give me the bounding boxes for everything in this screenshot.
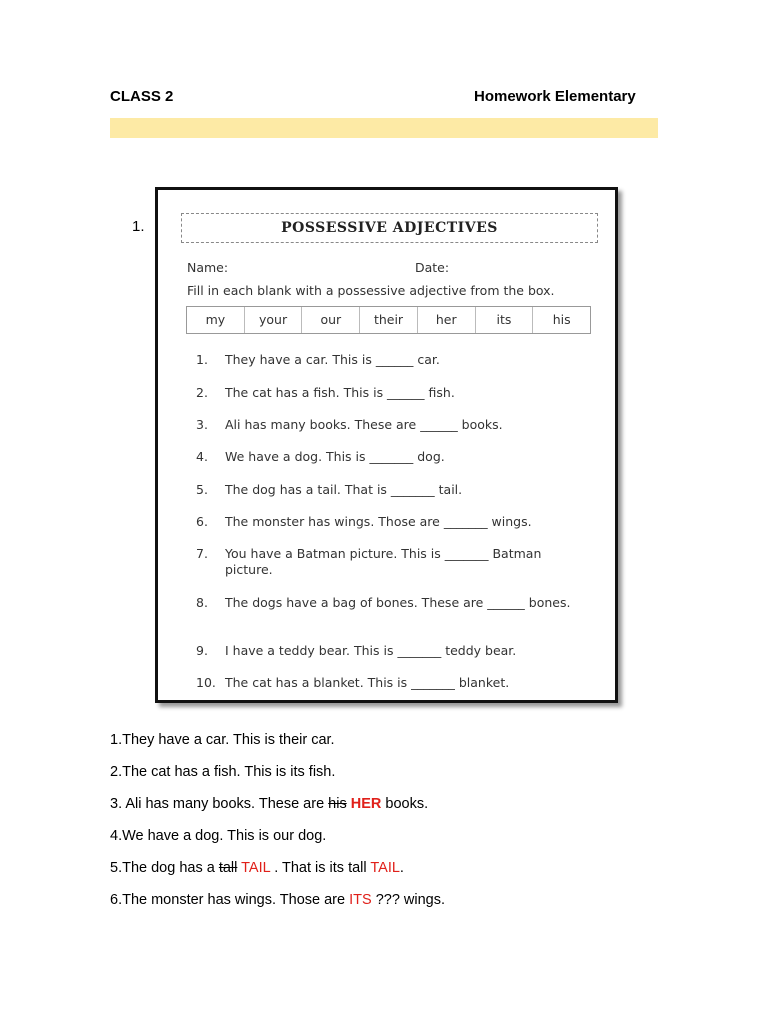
highlight-band bbox=[110, 118, 658, 138]
answer-line bbox=[110, 892, 445, 908]
exercise-text: I have a teddy bear. This is _______ teddy bear. bbox=[225, 643, 517, 658]
answer-line bbox=[110, 796, 428, 812]
exercise-text: You have a Batman picture. This is _______ Batman picture. bbox=[225, 546, 542, 577]
worksheet-instruction: Fill in each blank with a possessive adjective from the box. bbox=[187, 283, 555, 298]
exercise-text: Ali has many books. These are ______ books. bbox=[225, 417, 503, 432]
answer-text: 6.The monster has wings. Those are bbox=[110, 892, 350, 908]
correction-text: HER bbox=[350, 796, 382, 812]
correction-text: TAIL bbox=[241, 860, 271, 876]
exercise-number: 6. bbox=[196, 514, 208, 529]
word-box-item: your bbox=[245, 307, 303, 333]
exercise-text: The dogs have a bag of bones. These are ______ bones. bbox=[225, 595, 571, 610]
answer-line: 4.We have a dog. This is our dog. bbox=[110, 828, 327, 844]
word-box-item: our bbox=[302, 307, 360, 333]
exercise-number: 9. bbox=[196, 643, 208, 658]
exercise-number: 5. bbox=[196, 482, 208, 497]
exercise-text: The dog has a tail. That is _______ tail. bbox=[225, 482, 463, 497]
answer-text: 3. Ali has many books. These are bbox=[110, 796, 329, 812]
exercise-number: 4. bbox=[196, 449, 208, 464]
answer-text: books. bbox=[381, 796, 429, 812]
worksheet-image bbox=[155, 187, 618, 703]
exercise-number: 1. bbox=[196, 352, 208, 367]
exercise-number: 10. bbox=[196, 675, 216, 690]
exercise-text: The cat has a blanket. This is _______ blanket. bbox=[225, 675, 510, 690]
answer-text: 5.The dog has a bbox=[110, 860, 219, 876]
homework-title: Homework Elementary bbox=[474, 88, 636, 105]
date-label: Date: bbox=[415, 260, 450, 275]
answer-text: ??? wings. bbox=[371, 892, 446, 908]
word-box-item: his bbox=[552, 312, 571, 327]
name-label: Name: bbox=[187, 260, 229, 275]
exercise-text: They have a car. This is ______ car. bbox=[225, 352, 440, 367]
answer-text: . bbox=[399, 860, 404, 876]
struck-word: tall bbox=[218, 860, 238, 876]
exercise-text: The monster has wings. Those are _______ wings. bbox=[225, 514, 532, 529]
answer-line bbox=[110, 860, 404, 876]
word-box-item: her bbox=[418, 307, 476, 333]
word-box-item: their bbox=[360, 307, 418, 333]
question-number: 1. bbox=[132, 218, 145, 235]
exercise-number: 3. bbox=[196, 417, 208, 432]
exercise-text: We have a dog. This is _______ dog. bbox=[225, 449, 445, 464]
word-box-item: its bbox=[476, 307, 534, 333]
worksheet-title: POSSESSIVE ADJECTIVES bbox=[181, 213, 598, 243]
exercise-text: The cat has a fish. This is ______ fish. bbox=[225, 385, 455, 400]
answer-line: 2.The cat has a fish. This is its fish. bbox=[110, 764, 336, 780]
correction-text: ITS bbox=[349, 892, 372, 908]
exercise-number: 2. bbox=[196, 385, 208, 400]
exercise-number: 8. bbox=[196, 595, 208, 610]
word-box bbox=[186, 306, 591, 334]
exercise-number: 7. bbox=[196, 546, 208, 561]
struck-word: his bbox=[328, 796, 347, 812]
answer-text: . That is its tall bbox=[270, 860, 371, 876]
class-label: CLASS 2 bbox=[110, 88, 174, 105]
correction-text: TAIL bbox=[370, 860, 400, 876]
word-box-item: my bbox=[187, 307, 245, 333]
answer-line: 1.They have a car. This is their car. bbox=[110, 732, 335, 748]
